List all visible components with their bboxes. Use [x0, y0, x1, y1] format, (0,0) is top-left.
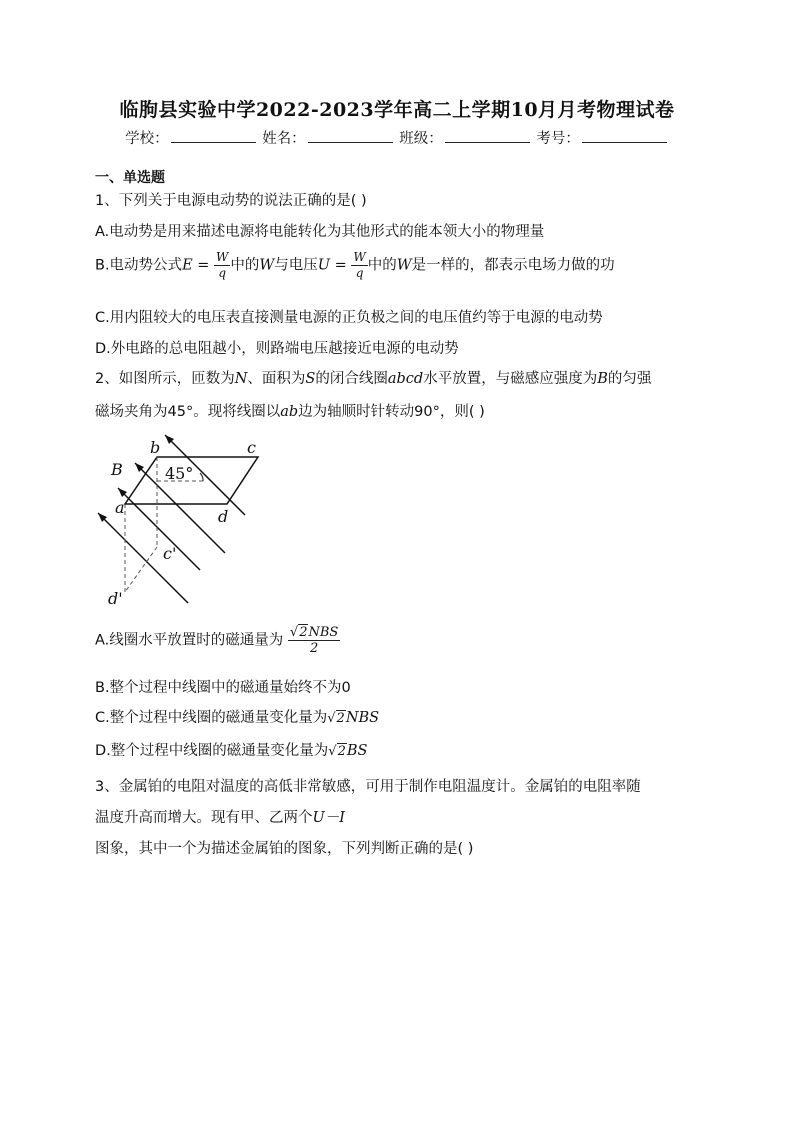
q2-a-fraction: $\frac{\text{√2NBS}}{2}$: [289, 625, 339, 656]
q3-stem-line2: 温度升高而增大。现有甲、乙两个U－I: [95, 810, 345, 826]
q3-stem-line3: 图象，其中一个为描述金属铂的图象，下列判断正确的是( ): [95, 841, 474, 857]
q2-figure: [95, 433, 275, 613]
q1-b-w2: W: [396, 257, 412, 274]
label-c-prime: c': [163, 544, 177, 563]
q1-option-c: C.用内阻较大的电压表直接测量电源的正负极之间的电压值约等于电源的电动势: [95, 310, 603, 326]
dashed-edge-cd-prime: [125, 547, 157, 592]
label-d: d: [218, 507, 229, 526]
label-d-prime: d': [108, 589, 123, 608]
q1-b-prefix: B.电动势公式: [95, 257, 183, 274]
q2-stem-line2: 磁场夹角为45°。现将线圈以ab边为轴顺时针转动90°，则( ): [95, 404, 485, 420]
q1-b-e: E: [182, 257, 193, 274]
q1-b-fraction-2: $\frac{W}{q}$: [353, 250, 366, 280]
q1-b-text2: 与电压: [274, 257, 318, 274]
q2-option-c: C.整个过程中线圈的磁通量变化量为√2NBS: [95, 710, 380, 726]
q1-b-end: 是一样的，都表示电场力做的功: [411, 257, 615, 274]
q1-b-text1: 中的: [230, 257, 260, 274]
name-blank: [308, 128, 393, 143]
label-b: b: [150, 438, 161, 457]
q1-b-text3: 中的: [367, 257, 397, 274]
q1-option-a: A.电动势是用来描述电源将电能转化为其他形式的能本领大小的物理量: [95, 224, 545, 240]
label-angle: 45°: [165, 464, 194, 483]
q1-option-b: B.电动势公式E = $\frac{W}{q}$ 中的W与电压U = $\frac{W}{q}$ 中的W是一样的，都表示电场力做的功: [95, 250, 615, 280]
q2-option-a: A.线圈水平放置时的磁通量为 $\frac{\text{√2NBS}}{2}$: [95, 625, 339, 656]
q1-b-w: W: [259, 257, 275, 274]
q1-b-u: U: [317, 257, 331, 274]
q3-stem-line1: 3、金属铂的电阻对温度的高低非常敏感，可用于制作电阻温度计。金属铂的电阻率随: [95, 779, 641, 795]
q1-stem: 1、下列关于电源电动势的说法正确的是( ): [95, 193, 367, 209]
angle-arc: [200, 473, 203, 481]
exam-number-label: 考号：: [536, 131, 580, 147]
student-info-row: [0, 127, 794, 148]
q2-option-d: D.整个过程中线圈的磁通量变化量为√2BS: [95, 743, 368, 759]
q1-option-d: D.外电路的总电阻越小，则路端电压越接近电源的电动势: [95, 341, 459, 357]
label-c: c: [247, 438, 256, 457]
exam-number-blank: [582, 128, 667, 143]
class-blank: [445, 128, 530, 143]
section-heading: 一、单选题: [95, 170, 165, 186]
q1-b-fraction-1: $\frac{W}{q}$: [216, 250, 229, 280]
exam-title: 临朐县实验中学2022-2023学年高二上学期10月月考物理试卷: [119, 99, 675, 121]
name-label: 姓名：: [262, 131, 306, 147]
label-B: B: [111, 460, 123, 479]
school-blank: [171, 128, 256, 143]
field-line-3: [118, 488, 200, 570]
q2-option-b: B.整个过程中线圈中的磁通量始终不为0: [95, 680, 351, 696]
class-label: 班级：: [399, 131, 443, 147]
q2-stem-line1: 2、如图所示，匝数为N、面积为S的闭合线圈abcd水平放置，与磁感应强度为B的匀强: [95, 371, 652, 387]
label-a: a: [115, 498, 125, 517]
school-label: 学校：: [125, 131, 169, 147]
